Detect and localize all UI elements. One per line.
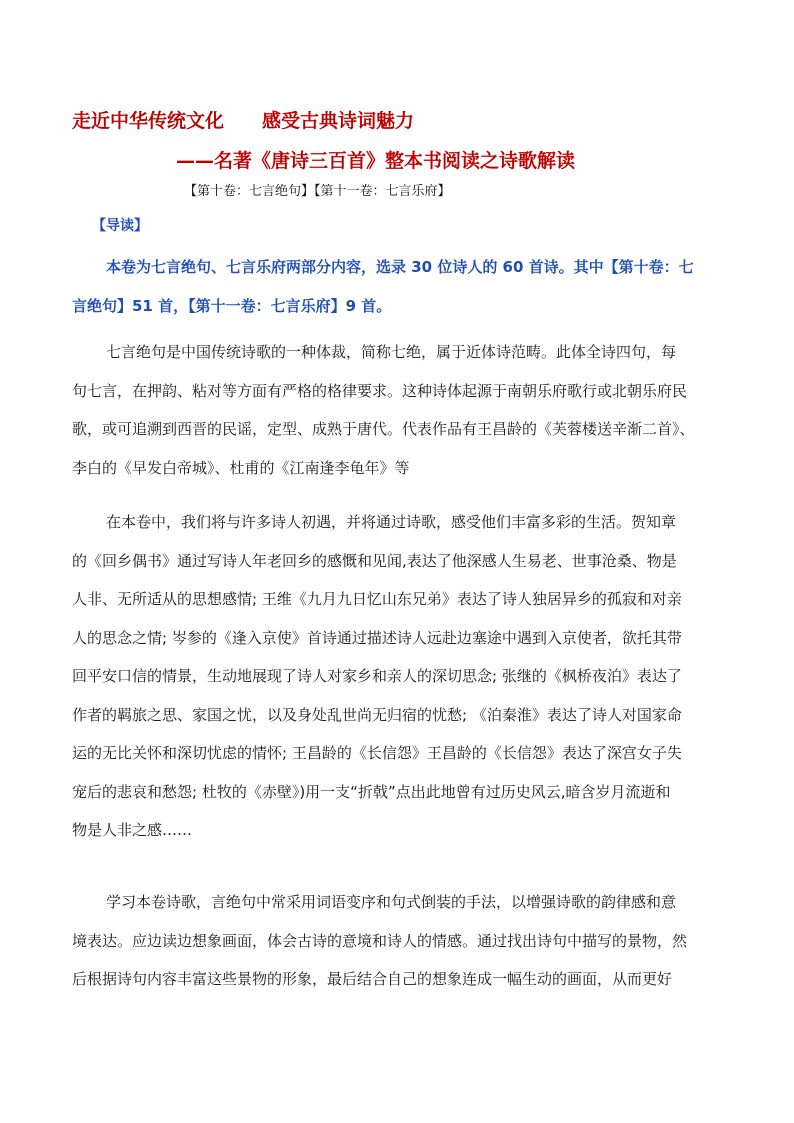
title-line-2: ——名著《唐诗三百首》整本书阅读之诗歌解读: [176, 150, 576, 172]
paragraph-line: 在本卷中，我们将与许多诗人初遇，并将通过诗歌，感受他们丰富多彩的生活。贺知章: [106, 513, 677, 531]
guide-label: 【导读】: [92, 218, 148, 234]
paragraph-line: 回平安口信的情景，生动地展现了诗人对家乡和亲人的深切思念; 张继的《枫桥夜泊》表达了: [72, 667, 682, 685]
paragraph-line: 言绝句】51 首，【第十一卷：七言乐府】9 首。: [72, 296, 392, 315]
paragraph-line: 学习本卷诗歌，言绝句中常采用词语变序和句式倒装的手法，以增强诗歌的韵律感和意: [106, 893, 677, 911]
paragraph-intro: [72, 248, 738, 325]
paragraph-line: 本卷为七言绝句、七言乐府两部分内容，选录 30 位诗人的 60 首诗。其中【第十卷：七: [106, 258, 694, 276]
paragraph-line: 物是人非之感……: [72, 821, 193, 839]
volume-subtitle: 【第十卷：七言绝句】【第十一卷：七言乐府】: [184, 184, 451, 199]
paragraph-line: 运的无比关怀和深切忧虑的情怀; 王昌龄的《长信怨》王昌龄的《长信怨》表达了深宫女子失: [72, 744, 682, 762]
paragraph-line: 人非、无所适从的思想感情; 王维《九月九日忆山东兄弟》表达了诗人独居异乡的孤寂和对亲: [72, 590, 682, 608]
paragraph-line: 的《回乡偶书》通过写诗人年老回乡的感慨和见闻,表达了他深感人生易老、世事沧桑、物是: [72, 551, 677, 570]
paragraph-line: 后根据诗句内容丰富这些景物的形象，最后结合自己的想象连成一幅生动的画面，从而更好: [72, 970, 673, 988]
paragraph-line: 境表达。应边读边想象画面，体会古诗的意境和诗人的情感。通过找出诗句中描写的景物，然: [72, 931, 688, 950]
paragraph-qiyan-jueju: [72, 333, 738, 487]
paragraph-line: 宠后的悲哀和愁怨; 杜牧的《赤壁》)用一支“折戟”点出此地曾有过历史风云,暗含岁月流逝和: [72, 782, 671, 801]
paragraph-study-method: [72, 883, 738, 999]
paragraph-line: 李白的《早发白帝城》、杜甫的《江南逢李龟年》等: [72, 458, 410, 477]
paragraph-line: 人的思念之情; 岑参的《逢入京使》首诗通过描述诗人远赴边塞途中遇到入京使者，欲托其带: [72, 628, 682, 647]
paragraph-line: 句七言，在押韵、粘对等方面有严格的格律要求。这种诗体起源于南朝乐府歌行或北朝乐府民: [72, 381, 688, 400]
paragraph-line: 作者的羁旅之思、家国之忧，以及身处乱世尚无归宿的忧愁; 《泊秦淮》表达了诗人对国家命: [72, 705, 682, 724]
paragraph-line: 歌，或可追溯到西晋的民谣，定型、成熟于唐代。代表作品有王昌龄的《芙蓉楼送辛渐二首》、: [72, 420, 695, 438]
title-part-2: 感受古典诗词魅力: [262, 110, 415, 132]
paragraph-poets: [72, 503, 738, 850]
main-title: [72, 106, 414, 133]
paragraph-line: 七言绝句是中国传统诗歌的一种体裁，简称七绝，属于近体诗范畴。此体全诗四句，每: [106, 343, 677, 361]
title-part-1: 走近中华传统文化: [72, 110, 225, 132]
